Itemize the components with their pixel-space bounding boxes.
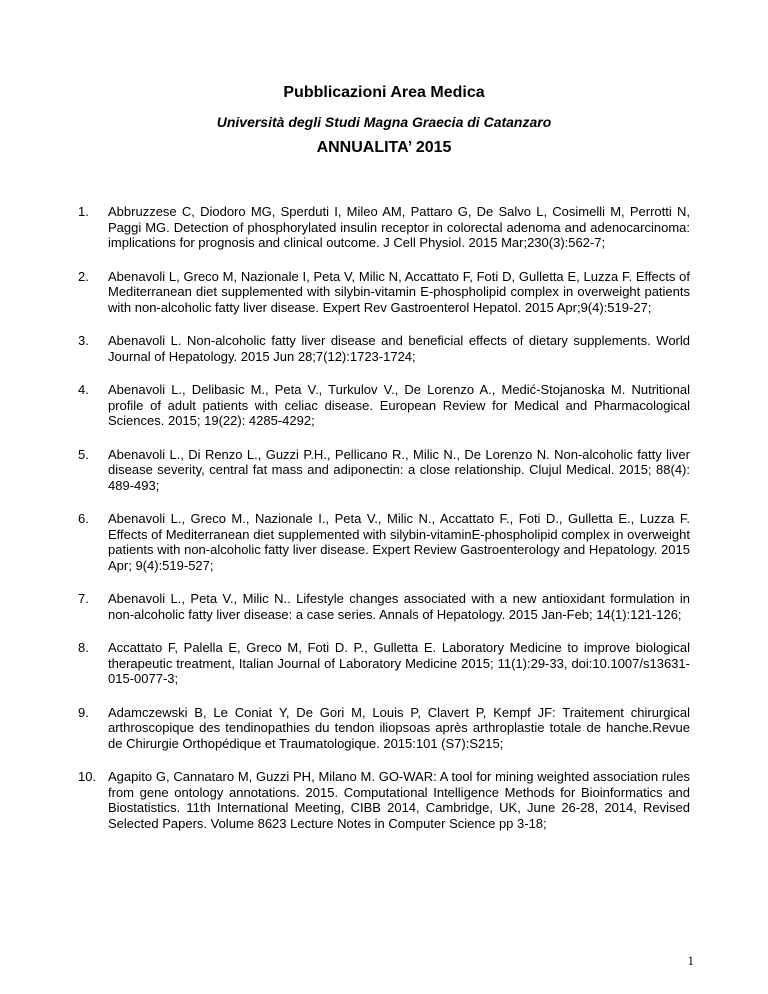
page-number: 1	[687, 953, 694, 968]
reference-number: 3.	[78, 333, 89, 348]
reference-number: 10.	[78, 769, 97, 784]
reference-text: Abenavoli L., Delibasic M., Peta V., Turkulov V., De Lorenzo A., Medić-Stojanoska M. Nutritional profile of adult patients with celiac disease. European Review for Medical and Pharmacological Sciences. 2015; 19(22): 4285-4292;	[108, 382, 690, 428]
reference-text: Abenavoli L., Di Renzo L., Guzzi P.H., Pellicano R., Milic N., De Lorenzo N. Non-alcoholic fatty liver disease severity, central fat mass and adiponectin: a close relationship. Clujul Medical. 2015; 88(4): 489-493;	[108, 446, 690, 493]
reference-number: 1.	[78, 204, 89, 219]
reference-number: 2.	[78, 268, 89, 284]
reference-item	[78, 333, 690, 364]
year-heading: ANNUALITA’ 2015	[316, 139, 452, 156]
reference-item	[78, 269, 690, 316]
reference-text: Accattato F, Palella E, Greco M, Foti D. P., Gulletta E. Laboratory Medicine to improve biological therapeutic treatment, Italian Journal of Laboratory Medicine 2015; 11(1):29-33, doi:10.1007/s13631-015-0077-3;	[108, 640, 690, 686]
reference-item	[78, 447, 690, 494]
reference-number: 5.	[78, 446, 89, 462]
reference-item	[78, 591, 690, 622]
reference-text: Adamczewski B, Le Coniat Y, De Gori M, Louis P, Clavert P, Kempf JF: Traitement chirurgical arthroscopique des tendinopathies du tendon iliopsoas après arthroplastie totale de hanche.Revue de Chirurgie Orthopédique et Traumatologique. 2015:101 (S7):S215;	[108, 704, 690, 751]
reference-number: 7.	[78, 591, 89, 606]
university-name: Università degli Studi Magna Graecia di Catanzaro	[216, 114, 552, 130]
reference-item	[78, 511, 690, 573]
reference-text: Abenavoli L, Greco M, Nazionale I, Peta V, Milic N, Accattato F, Foti D, Gulletta E, Luzza F. Effects of Mediterranean diet supplemented with silybin-vitamin E-phospholipid complex in overweight patients with non-alcoholic fatty liver disease. Expert Rev Gastroenterol Hepatol. 2015 Apr;9(4):519-27;	[108, 268, 690, 315]
reference-number: 8.	[78, 640, 89, 655]
reference-number: 4.	[78, 382, 89, 397]
reference-text: Agapito G, Cannataro M, Guzzi PH, Milano M. GO-WAR: A tool for mining weighted association rules from gene ontology annotations. 2015. Computational Intelligence Methods for Bioinformatics and Biostatistics. 11th International Meeting, CIBB 2014, Cambridge, UK, June 26-28, 2014, Revised Selected Papers. Volume 8623 Lecture Notes in Computer Science pp 3-18;	[108, 769, 690, 831]
reference-item	[78, 705, 690, 752]
reference-text: Abbruzzese C, Diodoro MG, Sperduti I, Mileo AM, Pattaro G, De Salvo L, Cosimelli M, Perrotti N, Paggi MG. Detection of phosphorylated insulin receptor in colorectal adenoma and adenocarcinoma: implications for prognosis and clinical outcome. J Cell Physiol. 2015 Mar;230(3):562-7;	[108, 204, 690, 250]
reference-text: Abenavoli L. Non-alcoholic fatty liver disease and beneficial effects of dietary supplements. World Journal of Hepatology. 2015 Jun 28;7(12):1723-1724;	[108, 333, 690, 364]
reference-item	[78, 769, 690, 831]
reference-item	[78, 640, 690, 687]
reference-list	[78, 204, 690, 849]
reference-text: Abenavoli L., Peta V., Milic N.. Lifestyle changes associated with a new antioxidant formulation in non-alcoholic fatty liver disease: a case series. Annals of Hepatology. 2015 Jan-Feb; 14(1):121-126;	[108, 591, 690, 622]
reference-item	[78, 204, 690, 251]
document-title: Pubblicazioni Area Medica	[283, 84, 485, 101]
reference-number: 6.	[78, 511, 89, 526]
reference-item	[78, 382, 690, 429]
reference-text: Abenavoli L., Greco M., Nazionale I., Peta V., Milic N., Accattato F., Foti D., Gulletta E., Luzza F. Effects of Mediterranean diet supplemented with silybin-vitaminE-phospholipid complex in overweight patients with non-alcoholic fatty liver disease. Expert Review Gastroenterology and Hepatology. 2015 Apr; 9(4):519-527;	[108, 511, 690, 573]
reference-number: 9.	[78, 704, 89, 720]
